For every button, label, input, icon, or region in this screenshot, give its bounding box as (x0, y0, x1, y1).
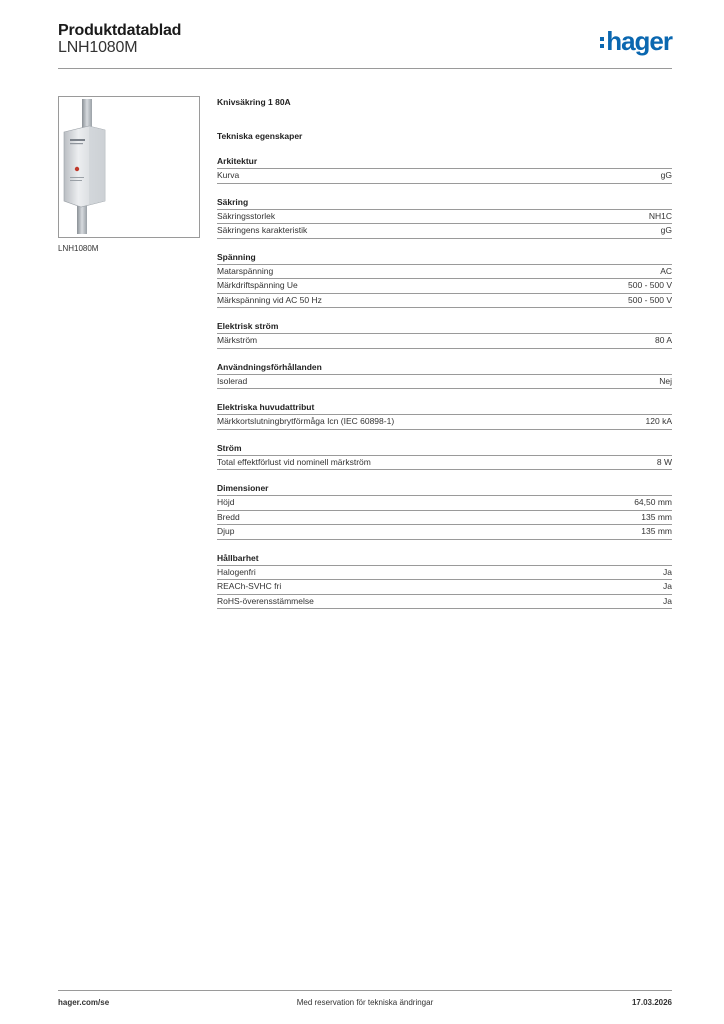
spec-group-title: Ström (217, 442, 672, 456)
spec-group (217, 482, 672, 540)
spec-group (217, 552, 672, 610)
logo-text: hager (606, 26, 672, 56)
spec-row (217, 334, 672, 349)
spec-row (217, 169, 672, 184)
specifications (217, 97, 672, 609)
spec-label: REACh-SVHC fri (217, 581, 282, 591)
page-header (58, 22, 672, 68)
spec-row (217, 210, 672, 225)
spec-row (217, 375, 672, 390)
spec-row (217, 525, 672, 540)
spec-group-title: Spänning (217, 251, 672, 265)
spec-value: 135 mm (641, 511, 672, 522)
spec-group (217, 251, 672, 309)
spec-row (217, 511, 672, 526)
document-title: Produktdatablad (58, 22, 182, 39)
spec-label: Säkringsstorlek (217, 210, 276, 221)
spec-group-title: Arkitektur (217, 155, 672, 169)
footer-divider (58, 990, 672, 991)
spec-value: 135 mm (641, 526, 672, 536)
footer-website: hager.com/se (58, 998, 110, 1007)
spec-value: NH1C (648, 210, 672, 221)
spec-group (217, 442, 672, 471)
spec-value: gG (660, 225, 672, 235)
spec-value: 500 - 500 V (628, 280, 672, 290)
product-code: LNH1080M (58, 39, 138, 56)
spec-value: gG (660, 170, 672, 180)
spec-row (217, 595, 672, 610)
header-divider (58, 68, 672, 69)
spec-label: Höjd (217, 497, 235, 507)
spec-row (217, 279, 672, 294)
spec-group (217, 155, 672, 184)
hager-logo (600, 28, 672, 54)
spec-row (217, 294, 672, 309)
spec-label: Halogenfri (217, 566, 256, 577)
spec-value: Ja (663, 566, 672, 577)
spec-group-title: Användningsförhållanden (217, 361, 672, 375)
spec-value: 500 - 500 V (628, 294, 672, 305)
footer-date: 17.03.2026 (631, 998, 672, 1007)
spec-group-title: Säkring (217, 196, 672, 210)
product-name: Knivsäkring 1 80A (217, 97, 291, 107)
spec-value: Ja (663, 581, 672, 591)
spec-label: RoHS-överensstämmelse (217, 595, 314, 606)
spec-value: 80 A (654, 335, 672, 345)
spec-groups (217, 155, 672, 609)
spec-label: Märkspänning vid AC 50 Hz (217, 294, 322, 305)
spec-group (217, 196, 672, 239)
spec-value: 64,50 mm (634, 497, 672, 507)
spec-value: 120 kA (645, 416, 672, 426)
spec-label: Matarspänning (217, 265, 274, 276)
spec-value: AC (660, 265, 672, 276)
spec-label: Isolerad (217, 375, 248, 386)
image-caption: LNH1080M (58, 244, 99, 253)
spec-group (217, 320, 672, 349)
spec-row (217, 265, 672, 280)
spec-group-title: Dimensioner (217, 482, 672, 496)
spec-label: Märkkortslutningbrytförmåga Icn (IEC 60898-1) (217, 416, 395, 426)
spec-value: Ja (663, 595, 672, 606)
spec-row (217, 456, 672, 471)
product-image-frame (58, 96, 200, 238)
spec-label: Total effektförlust vid nominell märkström (217, 456, 371, 467)
spec-group (217, 361, 672, 390)
spec-row (217, 566, 672, 581)
spec-row (217, 580, 672, 595)
spec-label: Djup (217, 526, 235, 536)
spec-value: Nej (659, 375, 672, 386)
spec-label: Säkringens karakteristik (217, 225, 308, 235)
spec-value: 8 W (656, 456, 672, 467)
logo-dots-icon (600, 37, 604, 48)
footer-disclaimer: Med reservation för tekniska ändringar (296, 998, 434, 1007)
spec-group-title: Elektrisk ström (217, 320, 672, 334)
spec-label: Kurva (217, 170, 240, 180)
spec-row (217, 496, 672, 511)
spec-group-title: Hållbarhet (217, 552, 672, 566)
spec-group (217, 401, 672, 430)
spec-row (217, 224, 672, 239)
specs-heading: Tekniska egenskaper (217, 131, 303, 141)
fuse-product-icon (59, 97, 199, 237)
spec-group-title: Elektriska huvudattribut (217, 401, 672, 415)
spec-label: Märkström (217, 335, 258, 345)
spec-label: Märkdriftspänning Ue (217, 280, 298, 290)
spec-row (217, 415, 672, 430)
spec-label: Bredd (217, 511, 240, 522)
